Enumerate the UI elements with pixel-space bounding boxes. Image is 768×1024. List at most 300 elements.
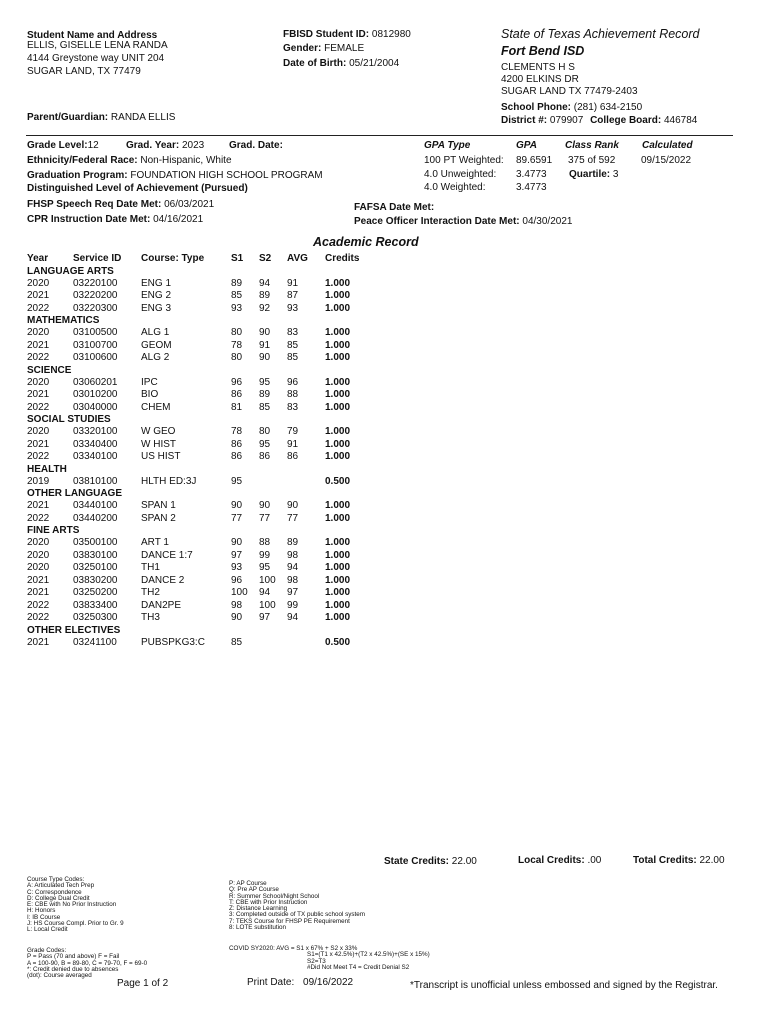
table-row — [27, 426, 367, 439]
cell-credits: 1.000 — [325, 549, 351, 561]
code-line: Course Type Codes: — [27, 876, 85, 883]
cell-avg: 98 — [287, 549, 299, 561]
cell-credits: 1.000 — [325, 352, 351, 363]
cell-s1: 78 — [231, 426, 243, 437]
cell-course: DANCE 2 — [141, 574, 185, 586]
cell-service-id: 03010200 — [73, 389, 118, 400]
ethnicity-value: Non-Hispanic, White — [140, 155, 232, 166]
cell-s1: 85 — [231, 290, 243, 301]
table-row — [27, 550, 367, 563]
code-line: 7: TEKS Course for FHSP PE Requirement — [229, 917, 350, 925]
cell-course: ENG 3 — [141, 302, 172, 314]
table-row — [27, 513, 367, 526]
cell-year: 2021 — [27, 438, 50, 450]
student-id-value: 0812980 — [371, 29, 411, 40]
cell-avg: 97 — [287, 587, 299, 598]
cell-course: TH1 — [141, 562, 160, 573]
code-line: J: HS Course Compl. Prior to Gr. 9 — [27, 920, 124, 928]
cell-year: 2020 — [27, 537, 50, 548]
cell-s1: 86 — [231, 389, 243, 400]
dob-label: Date of Birth: — [283, 58, 347, 69]
cell-s1: 93 — [231, 562, 243, 573]
code-line: P: AP Course — [229, 880, 267, 887]
cell-service-id: 03830200 — [73, 574, 118, 586]
cell-avg: 90 — [287, 500, 299, 511]
total-credits — [633, 855, 725, 866]
student-name: ELLIS, GISELLE LENA RANDA — [27, 40, 168, 51]
college-board-label: College Board: — [590, 115, 662, 126]
code-line: L: Local Credit — [27, 926, 68, 934]
quartile-value: 3 — [612, 169, 619, 180]
cell-avg: 85 — [287, 339, 299, 351]
subject-heading: OTHER ELECTIVES — [27, 624, 121, 636]
table-row — [27, 290, 367, 303]
table-row — [27, 377, 367, 390]
cell-s2: 92 — [259, 302, 271, 314]
table-row — [27, 537, 367, 550]
cell-credits: 1.000 — [325, 376, 351, 388]
cell-credits: 1.000 — [325, 339, 351, 351]
college-board-value: 446784 — [663, 115, 698, 126]
code-line: E: CBE with No Prior Instruction — [27, 901, 117, 909]
cell-service-id: 03440200 — [73, 512, 118, 524]
gpa-type-header: GPA Type — [424, 140, 471, 151]
table-row — [27, 575, 367, 588]
cell-course: ALG 2 — [141, 352, 170, 363]
student-id — [283, 29, 411, 40]
cell-credits: 1.000 — [325, 302, 351, 314]
cell-service-id: 03320100 — [73, 426, 118, 437]
table-row — [27, 352, 367, 365]
cell-s2: 94 — [259, 277, 271, 289]
cell-s2: 97 — [259, 612, 271, 623]
cell-year: 2022 — [27, 352, 50, 363]
calculated-date: 09/15/2022 — [641, 155, 692, 166]
cell-s1: 95 — [231, 475, 243, 487]
cell-s1: 81 — [231, 401, 243, 413]
gpa-type-1: 100 PT Weighted: — [424, 155, 504, 166]
cell-avg: 87 — [287, 290, 299, 301]
ethnicity-label: Ethnicity/Federal Race: — [27, 155, 138, 166]
cell-credits: 1.000 — [325, 537, 351, 548]
cell-s2: 91 — [259, 339, 271, 351]
table-row — [27, 340, 367, 353]
table-row — [27, 500, 367, 513]
cell-avg: 89 — [287, 537, 299, 548]
cell-s1: 80 — [231, 327, 243, 338]
course-type-codes-2 — [229, 881, 365, 931]
record-title: State of Texas Achievement Record — [501, 27, 700, 41]
grade-level — [27, 140, 99, 151]
cell-s2: 77 — [259, 512, 271, 524]
table-row — [27, 278, 367, 291]
cell-s2: 100 — [259, 574, 276, 586]
gender-label: Gender: — [283, 43, 322, 54]
student-address-line1: 4144 Greystone way UNIT 204 — [27, 53, 165, 64]
distinguished-level: Distinguished Level of Achievement (Pursued) — [27, 183, 248, 194]
code-line: Q: Pre AP Course — [229, 886, 279, 894]
col-service-id-header: Service ID — [73, 253, 122, 264]
cell-avg: 83 — [287, 401, 299, 413]
cell-year: 2021 — [27, 339, 50, 351]
quartile-label: Quartile: — [569, 169, 611, 180]
cell-s2: 90 — [259, 352, 271, 363]
col-avg-header: AVG — [287, 253, 308, 264]
cell-course: BIO — [141, 389, 159, 400]
cell-s2: 99 — [259, 549, 271, 561]
table-row — [27, 303, 367, 316]
cell-service-id: 03040000 — [73, 401, 118, 413]
school-address-line1: 4200 ELKINS DR — [501, 74, 579, 85]
grade-code-line: (dot): Course averaged — [27, 972, 92, 980]
school-name: CLEMENTS H S — [501, 62, 575, 73]
quartile — [569, 169, 618, 180]
cell-course: PUBSPKG3:C — [141, 636, 205, 648]
cell-course: US HIST — [141, 451, 181, 462]
state-credits — [384, 856, 477, 867]
gender — [283, 43, 364, 54]
cell-credits: 1.000 — [325, 587, 351, 598]
peace-officer-value: 04/30/2021 — [522, 216, 573, 227]
cell-year: 2020 — [27, 549, 50, 561]
code-line: H: Honors — [27, 907, 56, 915]
course-type-codes — [27, 877, 124, 934]
student-heading: Student Name and Address — [27, 30, 158, 41]
cell-course: DAN2PE — [141, 599, 182, 611]
state-credits-value: 22.00 — [451, 856, 477, 867]
cell-s2: 95 — [259, 376, 271, 388]
gpa-value-3: 3.4773 — [516, 182, 547, 193]
cell-credits: 1.000 — [325, 277, 351, 289]
total-credits-value: 22.00 — [699, 855, 725, 866]
cell-s1: 86 — [231, 451, 243, 462]
cell-credits: 1.000 — [325, 389, 351, 400]
print-date — [247, 977, 353, 988]
cell-course: W GEO — [141, 426, 176, 437]
cell-year: 2021 — [27, 290, 50, 301]
cell-avg: 98 — [287, 574, 299, 586]
code-line: 8: LOTE substitution — [229, 924, 287, 932]
grade-level-value: 12 — [87, 140, 99, 151]
student-id-label: FBISD Student ID: — [283, 29, 370, 40]
local-credits-value: .00 — [587, 855, 602, 866]
peace-officer-label: Peace Officer Interaction Date Met: — [354, 216, 520, 227]
cell-course: GEOM — [141, 339, 172, 351]
cpr-instruction — [27, 214, 203, 225]
cell-credits: 1.000 — [325, 438, 351, 450]
table-row — [27, 600, 367, 613]
cell-credits: 1.000 — [325, 426, 351, 437]
academic-record-title: Academic Record — [313, 235, 419, 249]
gender-value: FEMALE — [324, 43, 365, 54]
cell-year: 2020 — [27, 327, 50, 338]
cell-s1: 77 — [231, 512, 243, 524]
cell-credits: 1.000 — [325, 290, 351, 301]
cell-s1: 80 — [231, 352, 243, 363]
cell-credits: 1.000 — [325, 512, 351, 524]
grade-level-label: Grade Level: — [27, 140, 88, 151]
cell-year: 2022 — [27, 401, 50, 413]
cell-year: 2021 — [27, 587, 50, 598]
gpa-type-3: 4.0 Weighted: — [424, 182, 486, 193]
cpr-instruction-value: 04/16/2021 — [153, 214, 204, 225]
cell-avg: 99 — [287, 599, 299, 611]
col-course-header: Course: Type — [141, 253, 205, 264]
cell-year: 2020 — [27, 426, 50, 437]
cell-credits: 1.000 — [325, 401, 351, 413]
cell-s2: 85 — [259, 401, 271, 413]
cell-avg: 83 — [287, 327, 299, 338]
covid-line-2: S1=(T1 x 42.5%)+(T2 x 42.5%)+(SE x 15%) — [307, 951, 430, 959]
class-rank-value: 375 of 592 — [568, 155, 616, 166]
cell-service-id: 03220100 — [73, 277, 118, 289]
cell-year: 2021 — [27, 574, 50, 586]
subject-heading: HEALTH — [27, 463, 67, 475]
peace-officer — [354, 216, 572, 227]
cell-avg: 91 — [287, 277, 299, 289]
covid-line-3: S2=T3 — [307, 957, 326, 965]
cell-year: 2022 — [27, 302, 50, 314]
table-row — [27, 476, 367, 489]
code-line: Z: Distance Learning — [229, 905, 288, 913]
cell-avg: 86 — [287, 451, 299, 462]
subject-heading: LANGUAGE ARTS — [27, 265, 114, 277]
cell-credits: 1.000 — [325, 500, 351, 511]
cell-avg: 94 — [287, 612, 299, 623]
gpa-value-2: 3.4773 — [516, 169, 547, 180]
cell-course: SPAN 1 — [141, 500, 176, 511]
cell-service-id: 03830100 — [73, 549, 118, 561]
cell-s1: 86 — [231, 438, 243, 450]
cell-avg: 91 — [287, 438, 299, 450]
code-line: 3: Completed outside of TX public school system — [229, 911, 366, 919]
cell-s1: 90 — [231, 612, 243, 623]
cell-service-id: 03340400 — [73, 438, 118, 450]
cell-avg: 94 — [287, 562, 299, 573]
cell-credits: 0.500 — [325, 636, 351, 648]
cell-credits: 0.500 — [325, 475, 351, 487]
cell-s1: 93 — [231, 302, 243, 314]
cell-avg: 85 — [287, 352, 299, 363]
cell-course: HLTH ED:3J — [141, 475, 197, 487]
subject-heading: FINE ARTS — [27, 525, 80, 536]
cell-s2: 94 — [259, 587, 271, 598]
cell-service-id: 03241100 — [73, 636, 117, 648]
code-line: I: IB Course — [27, 913, 61, 921]
grade-code-line: Grade Codes: — [27, 947, 67, 954]
header-divider — [26, 135, 733, 136]
school-address-line2: SUGAR LAND TX 77479-2403 — [501, 86, 638, 97]
cell-year: 2020 — [27, 277, 50, 289]
subject-heading: MATHEMATICS — [27, 315, 100, 326]
cell-service-id: 03100500 — [73, 327, 118, 338]
cell-year: 2020 — [27, 562, 50, 573]
cell-service-id: 03250300 — [73, 612, 118, 623]
cell-year: 2021 — [27, 500, 50, 511]
district-name: Fort Bend ISD — [501, 44, 585, 58]
cell-service-id: 03440100 — [73, 500, 118, 511]
cell-service-id: 03100600 — [73, 352, 118, 363]
cell-s1: 96 — [231, 376, 243, 388]
cell-s1: 96 — [231, 574, 243, 586]
cell-year: 2021 — [27, 636, 50, 648]
col-s2-header: S2 — [259, 253, 272, 264]
table-row — [27, 389, 367, 402]
parent-value: RANDA ELLIS — [110, 112, 176, 123]
cell-avg: 96 — [287, 376, 299, 388]
cpr-instruction-label: CPR Instruction Date Met: — [27, 214, 151, 225]
gpa-header: GPA — [516, 140, 537, 151]
cell-s1: 90 — [231, 500, 243, 511]
print-date-label: Print Date: — [247, 977, 295, 988]
grad-year-label: Grad. Year: — [126, 140, 180, 151]
cell-s2: 89 — [259, 389, 271, 400]
cell-course: ALG 1 — [141, 327, 170, 338]
cell-credits: 1.000 — [325, 327, 351, 338]
cell-service-id: 03220300 — [73, 302, 118, 314]
code-line: A: Articulated Tech Prep — [27, 882, 95, 890]
fhsp-speech-value: 06/03/2021 — [164, 199, 215, 210]
grade-code-line: *: Credit denied due to absences — [27, 965, 119, 973]
covid-formula: AVG = S1 x 67% + S2 x 33% — [276, 945, 358, 952]
cell-credits: 1.000 — [325, 451, 351, 462]
table-row — [27, 327, 367, 340]
cell-year: 2022 — [27, 599, 50, 611]
grade-code-line: P = Pass (70 and above) F = Fail — [27, 953, 120, 961]
cell-year: 2021 — [27, 389, 50, 400]
subject-heading: SOCIAL STUDIES — [27, 414, 111, 425]
cell-service-id: 03833400 — [73, 599, 118, 611]
graduation-program-value: FOUNDATION HIGH SCHOOL PROGRAM — [130, 170, 323, 181]
cell-course: CHEM — [141, 401, 171, 413]
date-of-birth — [283, 58, 399, 69]
cell-service-id: 03340100 — [73, 451, 118, 462]
subject-heading: SCIENCE — [27, 364, 72, 376]
local-credits — [518, 855, 601, 866]
cell-course: W HIST — [141, 438, 176, 450]
school-phone-label: School Phone: — [501, 102, 571, 113]
cell-service-id: 03220200 — [73, 290, 118, 301]
cell-s2: 100 — [259, 599, 276, 611]
cell-service-id: 03810100 — [73, 475, 118, 487]
cell-course: ENG 2 — [141, 290, 172, 301]
col-s1-header: S1 — [231, 253, 244, 264]
school-phone — [501, 102, 642, 113]
cell-avg: 77 — [287, 512, 299, 524]
cell-credits: 1.000 — [325, 574, 351, 586]
cell-year: 2022 — [27, 512, 50, 524]
cell-s1: 90 — [231, 537, 243, 548]
print-date-value: 09/16/2022 — [303, 977, 354, 988]
parent-guardian — [27, 112, 175, 123]
cell-avg: 79 — [287, 426, 299, 437]
cell-credits: 1.000 — [325, 599, 351, 611]
grad-date-label: Grad. Date: — [229, 140, 283, 151]
fhsp-speech-label: FHSP Speech Req Date Met: — [27, 199, 162, 210]
academic-record-table — [27, 253, 367, 649]
table-header-row — [27, 253, 367, 266]
cell-s2: 90 — [259, 500, 271, 511]
cell-s1: 97 — [231, 549, 243, 561]
cell-course: ART 1 — [141, 537, 169, 548]
record-body — [27, 266, 367, 650]
code-line: T: CBE with Prior Instruction — [229, 898, 308, 906]
cell-course: SPAN 2 — [141, 512, 176, 524]
cell-s2: 86 — [259, 451, 271, 462]
cell-course: IPC — [141, 376, 158, 388]
graduation-program — [27, 170, 323, 181]
cell-s1: 98 — [231, 599, 243, 611]
subject-heading: OTHER LANGUAGE — [27, 488, 122, 499]
cell-s1: 78 — [231, 339, 243, 351]
grade-code-line: A = 100-90, B = 89-80, C = 79-70, F = 69-0 — [27, 959, 148, 967]
code-line: D: College Dual Credit — [27, 894, 90, 902]
cell-credits: 1.000 — [325, 562, 351, 573]
cell-service-id: 03100700 — [73, 339, 118, 351]
covid-label: COVID SY2020: — [229, 945, 275, 952]
cell-s2: 95 — [259, 438, 271, 450]
col-credits-header: Credits — [325, 253, 360, 264]
local-credits-label: Local Credits: — [518, 855, 585, 866]
fhsp-speech — [27, 199, 214, 210]
student-address-line2: SUGAR LAND, TX 77479 — [27, 66, 141, 77]
table-row — [27, 402, 367, 415]
code-line: R: Summer School/Night School — [229, 892, 320, 900]
cell-avg: 93 — [287, 302, 299, 314]
dob-value: 05/21/2004 — [349, 58, 400, 69]
district-number-label: District #: — [501, 115, 548, 126]
covid-note — [229, 946, 430, 971]
grad-year — [126, 140, 204, 151]
cell-service-id: 03250200 — [73, 587, 118, 598]
covid-line-4: #Did Not Meet T4 = Credit Denial S2 — [307, 963, 410, 971]
cell-s2: 89 — [259, 290, 271, 301]
graduation-program-label: Graduation Program: — [27, 170, 128, 181]
table-row — [27, 439, 367, 452]
cell-service-id: 03060201 — [73, 376, 118, 388]
cell-service-id: 03500100 — [73, 537, 118, 548]
cell-avg: 88 — [287, 389, 299, 400]
table-row — [27, 451, 367, 464]
cell-s1: 85 — [231, 636, 243, 648]
code-line: C: Correspondence — [27, 888, 82, 896]
district-board — [501, 115, 697, 126]
table-row — [27, 637, 367, 650]
cell-course: TH3 — [141, 612, 160, 623]
grade-codes — [27, 948, 147, 979]
calculated-header: Calculated — [642, 140, 693, 151]
table-row — [27, 612, 367, 625]
cell-year: 2019 — [27, 475, 50, 487]
total-credits-label: Total Credits: — [633, 855, 697, 866]
table-row — [27, 562, 367, 575]
cell-year: 2022 — [27, 612, 50, 623]
cell-year: 2020 — [27, 376, 50, 388]
cell-service-id: 03250100 — [73, 562, 118, 573]
cell-s1: 89 — [231, 277, 243, 289]
cell-course: ENG 1 — [141, 277, 172, 289]
col-year-header: Year — [27, 253, 49, 264]
ethnicity — [27, 155, 232, 166]
cell-s2: 90 — [259, 327, 271, 338]
cell-course: TH2 — [141, 587, 160, 598]
cell-course: DANCE 1:7 — [141, 549, 193, 561]
grad-year-value: 2023 — [181, 140, 205, 151]
fafsa-label: FAFSA Date Met: — [354, 202, 435, 213]
cell-year: 2022 — [27, 451, 50, 462]
unofficial-disclaimer: *Transcript is unofficial unless embossed and signed by the Registrar. — [410, 980, 718, 991]
state-credits-label: State Credits: — [384, 856, 450, 867]
